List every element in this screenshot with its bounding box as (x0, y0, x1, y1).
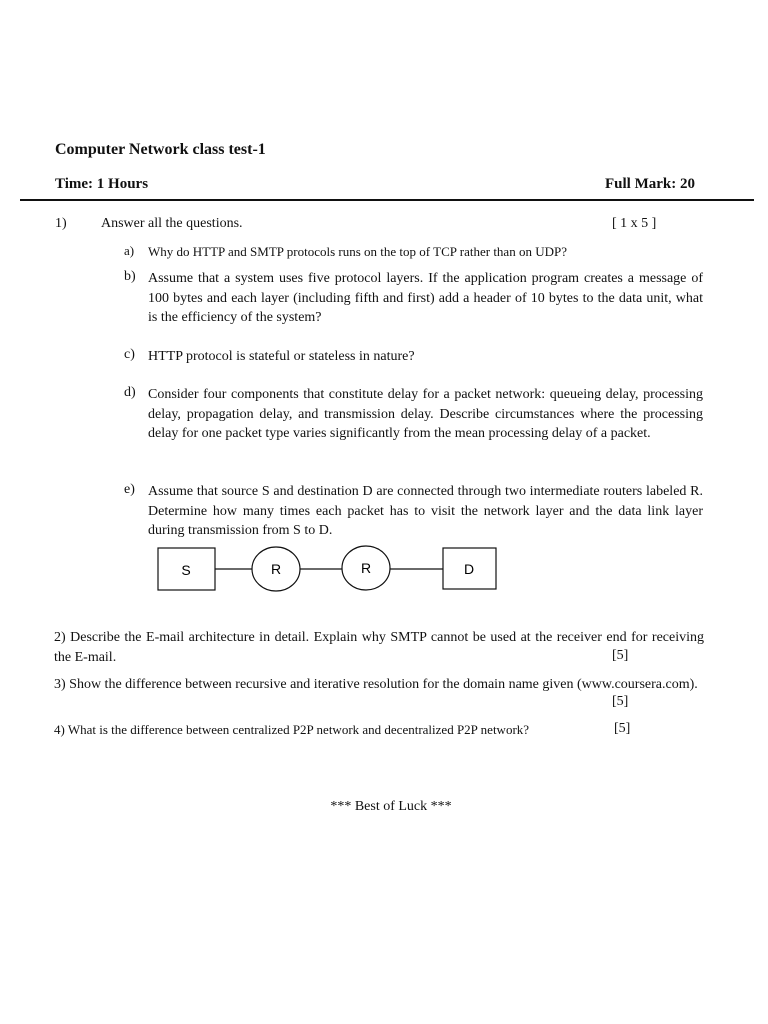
question-3-marks: [5] (612, 694, 629, 709)
question-1-intro: Answer all the questions. (101, 216, 243, 231)
part-text: Assume that source S and destination D are connected through two intermediate routers labeled R. Determine how many times each packet has to visit the network layer and the data link layer during transmission from S to D. (148, 484, 703, 538)
closing-message: *** Best of Luck *** (330, 799, 452, 814)
part-text: Why do HTTP and SMTP protocols runs on the top of TCP rather than on UDP? (148, 244, 567, 259)
part-letter: b) (124, 269, 136, 284)
part-letter: a) (124, 243, 135, 258)
part-letter: e) (124, 482, 135, 497)
question-4-text: 4) What is the difference between centralized P2P network and decentralized P2P network? (54, 722, 530, 737)
question-2-text: 2) Describe the E-mail architecture in detail. Explain why SMTP cannot be used at the receiver end for receiving the E-mail. (54, 630, 704, 665)
part-letter: c) (124, 347, 135, 362)
router-label: R (360, 560, 372, 576)
question-2-marks: [5] (612, 648, 629, 663)
exam-title: Computer Network class test-1 (55, 141, 266, 158)
part-letter: d) (124, 385, 136, 400)
router-label: R (270, 561, 282, 577)
question-4-marks: [5] (614, 721, 631, 736)
part-text: HTTP protocol is stateful or stateless in nature? (148, 349, 415, 364)
part-text: Consider four components that constitute delay for a packet network: queueing delay, processing delay, propagation delay, and transmission delay. Describe circumstances where the processing delay for one packet type varies significantly from the mean processing delay of a packet. (148, 387, 703, 441)
source-label: S (181, 562, 191, 578)
exam-full-mark: Full Mark: 20 (605, 176, 695, 192)
network-path-diagram (157, 545, 502, 597)
header-divider (20, 199, 754, 201)
exam-duration: Time: 1 Hours (55, 176, 149, 192)
part-text: Assume that a system uses five protocol layers. If the application program creates a message of 100 bytes and each layer (including fifth and first) add a header of 10 bytes to the data unit, what is the efficiency of the system? (148, 271, 703, 325)
question-1-number: 1) (55, 216, 67, 231)
question-1-marks: [ 1 x 5 ] (612, 216, 657, 231)
destination-label: D (463, 561, 475, 577)
question-3-text: 3) Show the difference between recursive and iterative resolution for the domain name given (www.coursera.com). (54, 677, 698, 692)
